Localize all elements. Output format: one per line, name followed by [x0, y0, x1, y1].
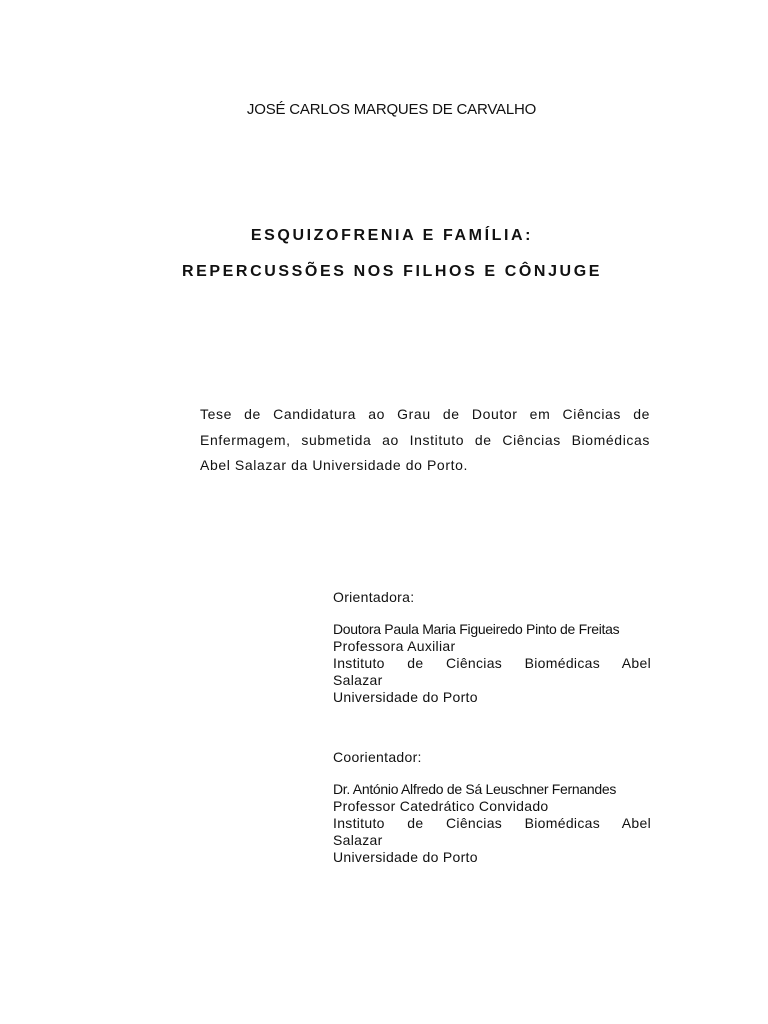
supervisor-university: Universidade do Porto — [333, 689, 478, 705]
cosupervisor-university: Universidade do Porto — [333, 849, 478, 865]
cosupervisor-name: Dr. António Alfredo de Sá Leuschner Fernandes — [333, 781, 617, 797]
supervisor-name: Doutora Paula Maria Figueiredo Pinto de Freitas — [333, 621, 620, 637]
cosupervisor-label: Coorientador: — [333, 749, 422, 765]
supervisor-label: Orientadora: — [333, 589, 415, 605]
thesis-statement-line-3: Abel Salazar da Universidade do Porto. — [200, 457, 468, 473]
cosupervisor-institute-line-2: Salazar — [333, 832, 383, 848]
cosupervisor-institute-line-1: Instituto de Ciências Biomédicas Abel — [333, 815, 651, 831]
thesis-title-line-2: REPERCUSSÕES NOS FILHOS E CÔNJUGE — [181, 263, 603, 280]
cosupervisor-position: Professor Catedrático Convidado — [333, 798, 549, 814]
thesis-statement-line-2: Enfermagem, submetida ao Instituto de Ciências Biomédicas — [200, 431, 650, 448]
author-name: JOSÉ CARLOS MARQUES DE CARVALHO — [246, 101, 537, 118]
supervisor-institute-line-2: Salazar — [333, 672, 383, 688]
supervisor-position: Professora Auxiliar — [333, 638, 456, 654]
cosupervisor-block — [333, 749, 651, 866]
supervisor-institute-line-1: Instituto de Ciências Biomédicas Abel — [333, 655, 651, 671]
thesis-statement — [200, 402, 650, 479]
thesis-statement-line-1: Tese de Candidatura ao Grau de Doutor em Ciências de — [200, 406, 650, 422]
supervisor-block — [333, 589, 651, 706]
thesis-title-line-1: ESQUIZOFRENIA E FAMÍLIA: — [250, 227, 534, 244]
